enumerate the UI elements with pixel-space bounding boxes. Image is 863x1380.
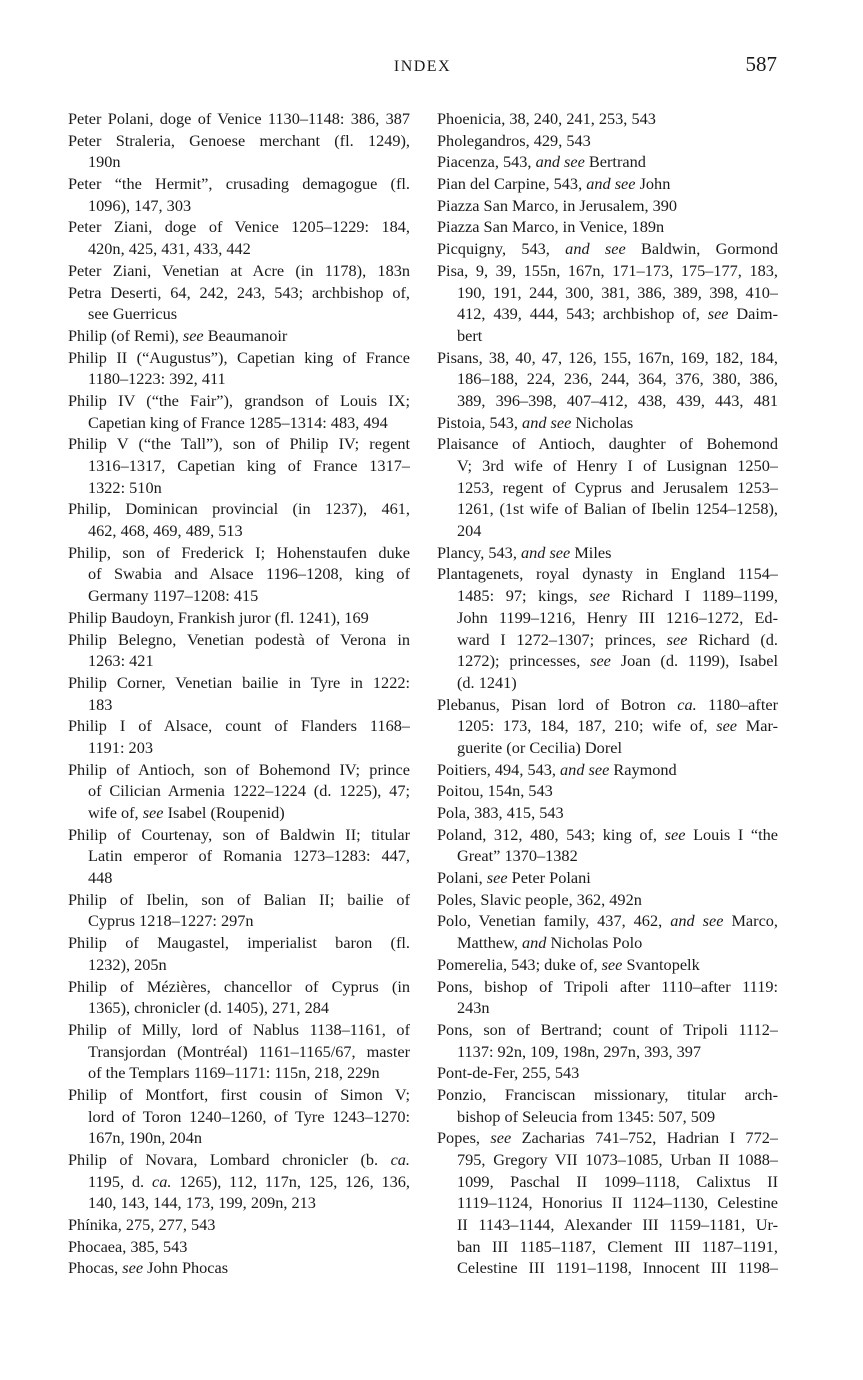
index-entry-line: Phoenicia, 38, 240, 241, 253, 543: [437, 109, 656, 128]
index-entry-line: Germany 1197–1208: 415: [88, 586, 259, 606]
index-entry-line: bishop of Seleucia from 1345: 507, 509: [457, 1106, 716, 1126]
index-entry-line: 140, 143, 144, 173, 199, 209n, 213: [88, 1193, 316, 1213]
index-entry: [68, 759, 410, 824]
index-entry-line: Philip II (“Augustus”), Capetian king of France: [68, 347, 410, 367]
index-entry-line: 190, 191, 244, 300, 381, 386, 389, 398, 410–: [457, 282, 778, 302]
index-entry-line: Philip of Novara, Lombard chronicler (b. ca.: [68, 1150, 410, 1169]
index-entry: [437, 108, 778, 130]
index-entry-line: Philip, Dominican provincial (in 1237), 461,: [68, 499, 410, 519]
index-entry-line: Great” 1370–1382: [457, 846, 578, 866]
index-entry-line: V; 3rd wife of Henry I of Lusignan 1250–: [457, 456, 778, 475]
index-entry-line: 462, 468, 469, 489, 513: [88, 521, 243, 541]
index-entry-line: Philip Corner, Venetian bailie in Tyre in 1222:: [68, 672, 410, 692]
index-entry-line: Philip I of Alsace, count of Flanders 1168–: [68, 716, 410, 736]
index-entry-line: Peter Ziani, doge of Venice 1205–1229: 184,: [68, 217, 410, 237]
index-entry-line: Pont-de-Fer, 255, 543: [437, 1063, 580, 1083]
index-entry-line: Philip of Maugastel, imperialist baron (fl.: [68, 933, 410, 953]
index-entry-line: 183: [88, 694, 113, 714]
index-entry-line: Poles, Slavic people, 362, 492n: [437, 889, 642, 909]
index-entry-line: Popes, see Zacharias 741–752, Hadrian I 772–: [437, 1128, 778, 1148]
index-entry-line: Cyprus 1218–1227: 297n: [88, 911, 254, 931]
index-entry: [68, 824, 410, 889]
index-entry: [68, 130, 410, 173]
index-entry: [68, 1084, 410, 1149]
index-entry: [437, 889, 778, 911]
index-entry-line: 1180–1223: 392, 411: [88, 369, 226, 389]
index-entry-line: Phínika, 275, 277, 543: [68, 1215, 216, 1235]
index-entry-line: guerite (or Cecilia) Dorel: [457, 737, 622, 757]
index-entry: [437, 694, 778, 759]
index-entry-line: 190n: [88, 152, 121, 172]
index-entry: [68, 932, 410, 975]
index-entry: [437, 1127, 778, 1279]
index-entry-line: 1195, d. ca. 1265), 112, 117n, 125, 126, 136,: [88, 1171, 410, 1191]
index-entry: [437, 216, 778, 238]
index-entry: [68, 282, 410, 325]
index-entry-line: Philip, son of Frederick I; Hohenstaufen duke: [68, 542, 410, 562]
index-entry-line: Philip (of Remi), see Beaumanoir: [68, 325, 288, 345]
index-entry-line: Pomerelia, 543; duke of, see Svantopelk: [437, 954, 700, 974]
index-entry: [437, 412, 778, 434]
index-entry-line: 204: [457, 521, 482, 541]
index-entry-line: Ponzio, Franciscan missionary, titular arch-: [437, 1084, 778, 1104]
running-head: [68, 52, 777, 82]
index-entry-line: Piacenza, 543, and see Bertrand: [437, 152, 646, 172]
index-entry: [437, 173, 778, 195]
index-entry-line: 1316–1317, Capetian king of France 1317–: [88, 456, 410, 475]
index-entry: [437, 563, 778, 693]
index-entry: [437, 195, 778, 217]
index-entry: [437, 867, 778, 889]
index-column-right: [437, 108, 778, 1279]
index-entry-line: Plantagenets, royal dynasty in England 1154–: [437, 564, 778, 584]
index-entry-line: of the Templars 1169–1171: 115n, 218, 229n: [88, 1063, 380, 1083]
index-entry: [68, 108, 410, 130]
index-entry-line: Piazza San Marco, in Jerusalem, 390: [437, 195, 678, 215]
index-entry: [68, 1214, 410, 1236]
index-entry-line: Pistoia, 543, and see Nicholas: [437, 412, 634, 432]
index-entry-line: bert: [457, 325, 483, 345]
index-entry-line: Peter “the Hermit”, crusading demagogue (fl.: [68, 174, 410, 194]
index-entry-line: Philip of Ibelin, son of Balian II; bailie of: [68, 889, 410, 909]
index-entry-line: Philip of Mézières, chancellor of Cyprus (in: [68, 976, 410, 996]
index-entry-line: (d. 1241): [457, 672, 517, 692]
index-entry: [437, 1084, 778, 1127]
index-entry-line: lord of Toron 1240–1260, of Tyre 1243–1270:: [88, 1106, 410, 1126]
index-entry-line: Celestine III 1191–1198, Innocent III 1198–: [457, 1258, 778, 1278]
index-entry-line: Latin emperor of Romania 1273–1283: 447,: [88, 846, 410, 866]
index-entry-line: Polo, Venetian family, 437, 462, and see Marco,: [437, 911, 778, 931]
index-entry: [68, 173, 410, 216]
index-entry-line: 1232), 205n: [88, 954, 167, 974]
index-entry-line: 1322: 510n: [88, 477, 162, 497]
index-entry: [68, 1019, 410, 1084]
index-entry: [437, 824, 778, 867]
index-entry-line: 795, Gregory VII 1073–1085, Urban II 1088–: [457, 1150, 778, 1169]
index-entry-line: Philip IV (“the Fair”), grandson of Louis IX;: [68, 390, 410, 410]
index-column-left: [68, 108, 410, 1279]
index-entry-line: Polani, see Peter Polani: [437, 868, 591, 888]
index-entry: [68, 216, 410, 259]
index-entry-line: 1137: 92n, 109, 198n, 297n, 393, 397: [457, 1041, 702, 1061]
index-entry: [68, 629, 410, 672]
index-entry-line: Phocaea, 385, 543: [68, 1236, 188, 1256]
index-entry-line: Pisans, 38, 40, 47, 126, 155, 167n, 169, 182, 184,: [437, 347, 778, 367]
index-entry-line: Plancy, 543, and see Miles: [437, 542, 612, 562]
index-entry: [68, 260, 410, 282]
index-entry-line: ban III 1185–1187, Clement III 1187–1191,: [457, 1236, 778, 1256]
index-entry-line: 243n: [457, 998, 490, 1018]
index-entry: [437, 954, 778, 976]
index-entry: [68, 498, 410, 541]
index-entry-line: Pian del Carpine, 543, and see John: [437, 174, 671, 194]
index-entry-line: 389, 396–398, 407–412, 438, 439, 443, 481: [457, 390, 778, 410]
index-entry-line: Philip Baudoyn, Frankish juror (fl. 1241), 169: [68, 607, 369, 627]
index-entry-line: Philip of Courtenay, son of Baldwin II; titular: [68, 824, 410, 844]
index-entry-line: Poitou, 154n, 543: [437, 781, 553, 801]
index-entry-line: Picquigny, 543, and see Baldwin, Gormond: [437, 239, 778, 259]
index-entry-line: ward I 1272–1307; princes, see Richard (d.: [457, 629, 778, 649]
index-entry-line: Philip of Montfort, first cousin of Simon V;: [68, 1084, 410, 1104]
index-entry-line: 1261, (1st wife of Balian of Ibelin 1254–1258),: [457, 499, 778, 519]
index-entry-line: 167n, 190n, 204n: [88, 1128, 202, 1148]
index-entry-line: Petra Deserti, 64, 242, 243, 543; archbishop of,: [68, 282, 410, 302]
index-entry: [68, 715, 410, 758]
index-entry: [437, 1062, 778, 1084]
index-entry-line: Pholegandros, 429, 543: [437, 130, 591, 150]
index-entry: [68, 889, 410, 932]
index-entry: [437, 130, 778, 152]
index-entry-line: 1191: 203: [88, 737, 153, 757]
index-entry: [68, 607, 410, 629]
index-entry-line: see Guerricus: [88, 304, 178, 324]
index-entry-line: Philip of Antioch, son of Bohemond IV; prince: [68, 759, 410, 779]
index-entry-line: of Swabia and Alsace 1196–1208, king of: [88, 564, 410, 584]
index-entry-line: Peter Ziani, Venetian at Acre (in 1178), 183n: [68, 260, 410, 280]
index-entry-line: 186–188, 224, 236, 244, 364, 376, 380, 386,: [457, 369, 778, 389]
index-entry-line: John 1199–1216, Henry III 1216–1272, Ed-: [457, 607, 778, 627]
index-entry-line: Pons, son of Bertrand; count of Tripoli 1112–: [437, 1019, 778, 1039]
index-entry: [68, 1236, 410, 1258]
index-entry-line: Philip of Milly, lord of Nablus 1138–1161, of: [68, 1019, 410, 1039]
index-entry: [437, 976, 778, 1019]
index-entry-line: Pons, bishop of Tripoli after 1110–after 1119:: [437, 976, 778, 996]
index-entry-line: Plebanus, Pisan lord of Botron ca. 1180–after: [437, 694, 778, 714]
index-entry-line: II 1143–1144, Alexander III 1159–1181, Ur-: [457, 1215, 778, 1235]
index-entry-line: 448: [88, 868, 113, 888]
index-entry-line: wife of, see Isabel (Roupenid): [88, 803, 285, 822]
index-entry-line: Matthew, and Nicholas Polo: [457, 933, 643, 953]
index-entry: [68, 390, 410, 433]
index-entry: [68, 433, 410, 498]
index-entry-line: 1272); princesses, see Joan (d. 1199), Isabel: [457, 651, 778, 671]
index-entry-line: 1119–1124, Honorius II 1124–1130, Celestine: [457, 1193, 778, 1213]
index-entry-line: Transjordan (Montréal) 1161–1165/67, master: [88, 1041, 410, 1061]
index-entry: [437, 260, 778, 347]
index-entry-line: Pola, 383, 415, 543: [437, 803, 564, 822]
index-entry: [68, 1257, 410, 1279]
index-entry-line: 1205: 173, 184, 187, 210; wife of, see Mar-: [457, 716, 778, 736]
index-entry-line: 420n, 425, 431, 433, 442: [88, 239, 251, 259]
page-number: 587: [745, 52, 777, 76]
index-entry: [68, 325, 410, 347]
index-entry: [437, 759, 778, 781]
index-entry-line: 1365), chronicler (d. 1405), 271, 284: [88, 998, 329, 1018]
index-entry: [68, 672, 410, 715]
index-entry: [437, 802, 778, 824]
index-entry-line: Pisa, 9, 39, 155n, 167n, 171–173, 175–177, 183,: [437, 260, 778, 280]
index-entry-line: 1253, regent of Cyprus and Jerusalem 1253–: [457, 477, 778, 497]
index-entry: [437, 780, 778, 802]
index-entry: [437, 433, 778, 541]
index-entry-line: Poitiers, 494, 543, and see Raymond: [437, 759, 677, 779]
index-entry: [437, 151, 778, 173]
index-entry: [68, 1149, 410, 1214]
index-entry-line: 1096), 147, 303: [88, 195, 192, 215]
index-entry-line: Poland, 312, 480, 543; king of, see Louis I “the: [437, 824, 778, 844]
index-entry-line: Phocas, see John Phocas: [68, 1258, 229, 1278]
index-entry-line: Philip V (“the Tall”), son of Philip IV; regent: [68, 434, 410, 454]
index-entry-line: Philip Belegno, Venetian podestà of Verona in: [68, 629, 410, 649]
index-entry-line: 1099, Paschal II 1099–1118, Calixtus II: [457, 1171, 778, 1191]
index-entry: [437, 542, 778, 564]
index-entry-line: Capetian king of France 1285–1314: 483, 494: [88, 412, 388, 432]
index-entry-line: 1485: 97; kings, see Richard I 1189–1199,: [457, 586, 778, 606]
index-entry: [437, 1019, 778, 1062]
index-entry: [68, 347, 410, 390]
index-entry: [437, 910, 778, 953]
index-entry: [68, 542, 410, 607]
index-entry: [437, 347, 778, 412]
index-entry: [437, 238, 778, 260]
running-title: INDEX: [393, 58, 452, 75]
index-entry-line: of Cilician Armenia 1222–1224 (d. 1225), 47;: [88, 781, 410, 801]
index-entry-line: Peter Straleria, Genoese merchant (fl. 1249),: [68, 130, 410, 150]
index-entry-line: 1263: 421: [88, 651, 154, 671]
index-entry-line: Peter Polani, doge of Venice 1130–1148: 386, 387: [68, 109, 410, 128]
index-entry-line: Piazza San Marco, in Venice, 189n: [437, 217, 665, 237]
index-entry-line: Plaisance of Antioch, daughter of Bohemond: [437, 434, 778, 454]
index-entry-line: 412, 439, 444, 543; archbishop of, see Daim-: [457, 304, 778, 324]
index-entry: [68, 976, 410, 1019]
